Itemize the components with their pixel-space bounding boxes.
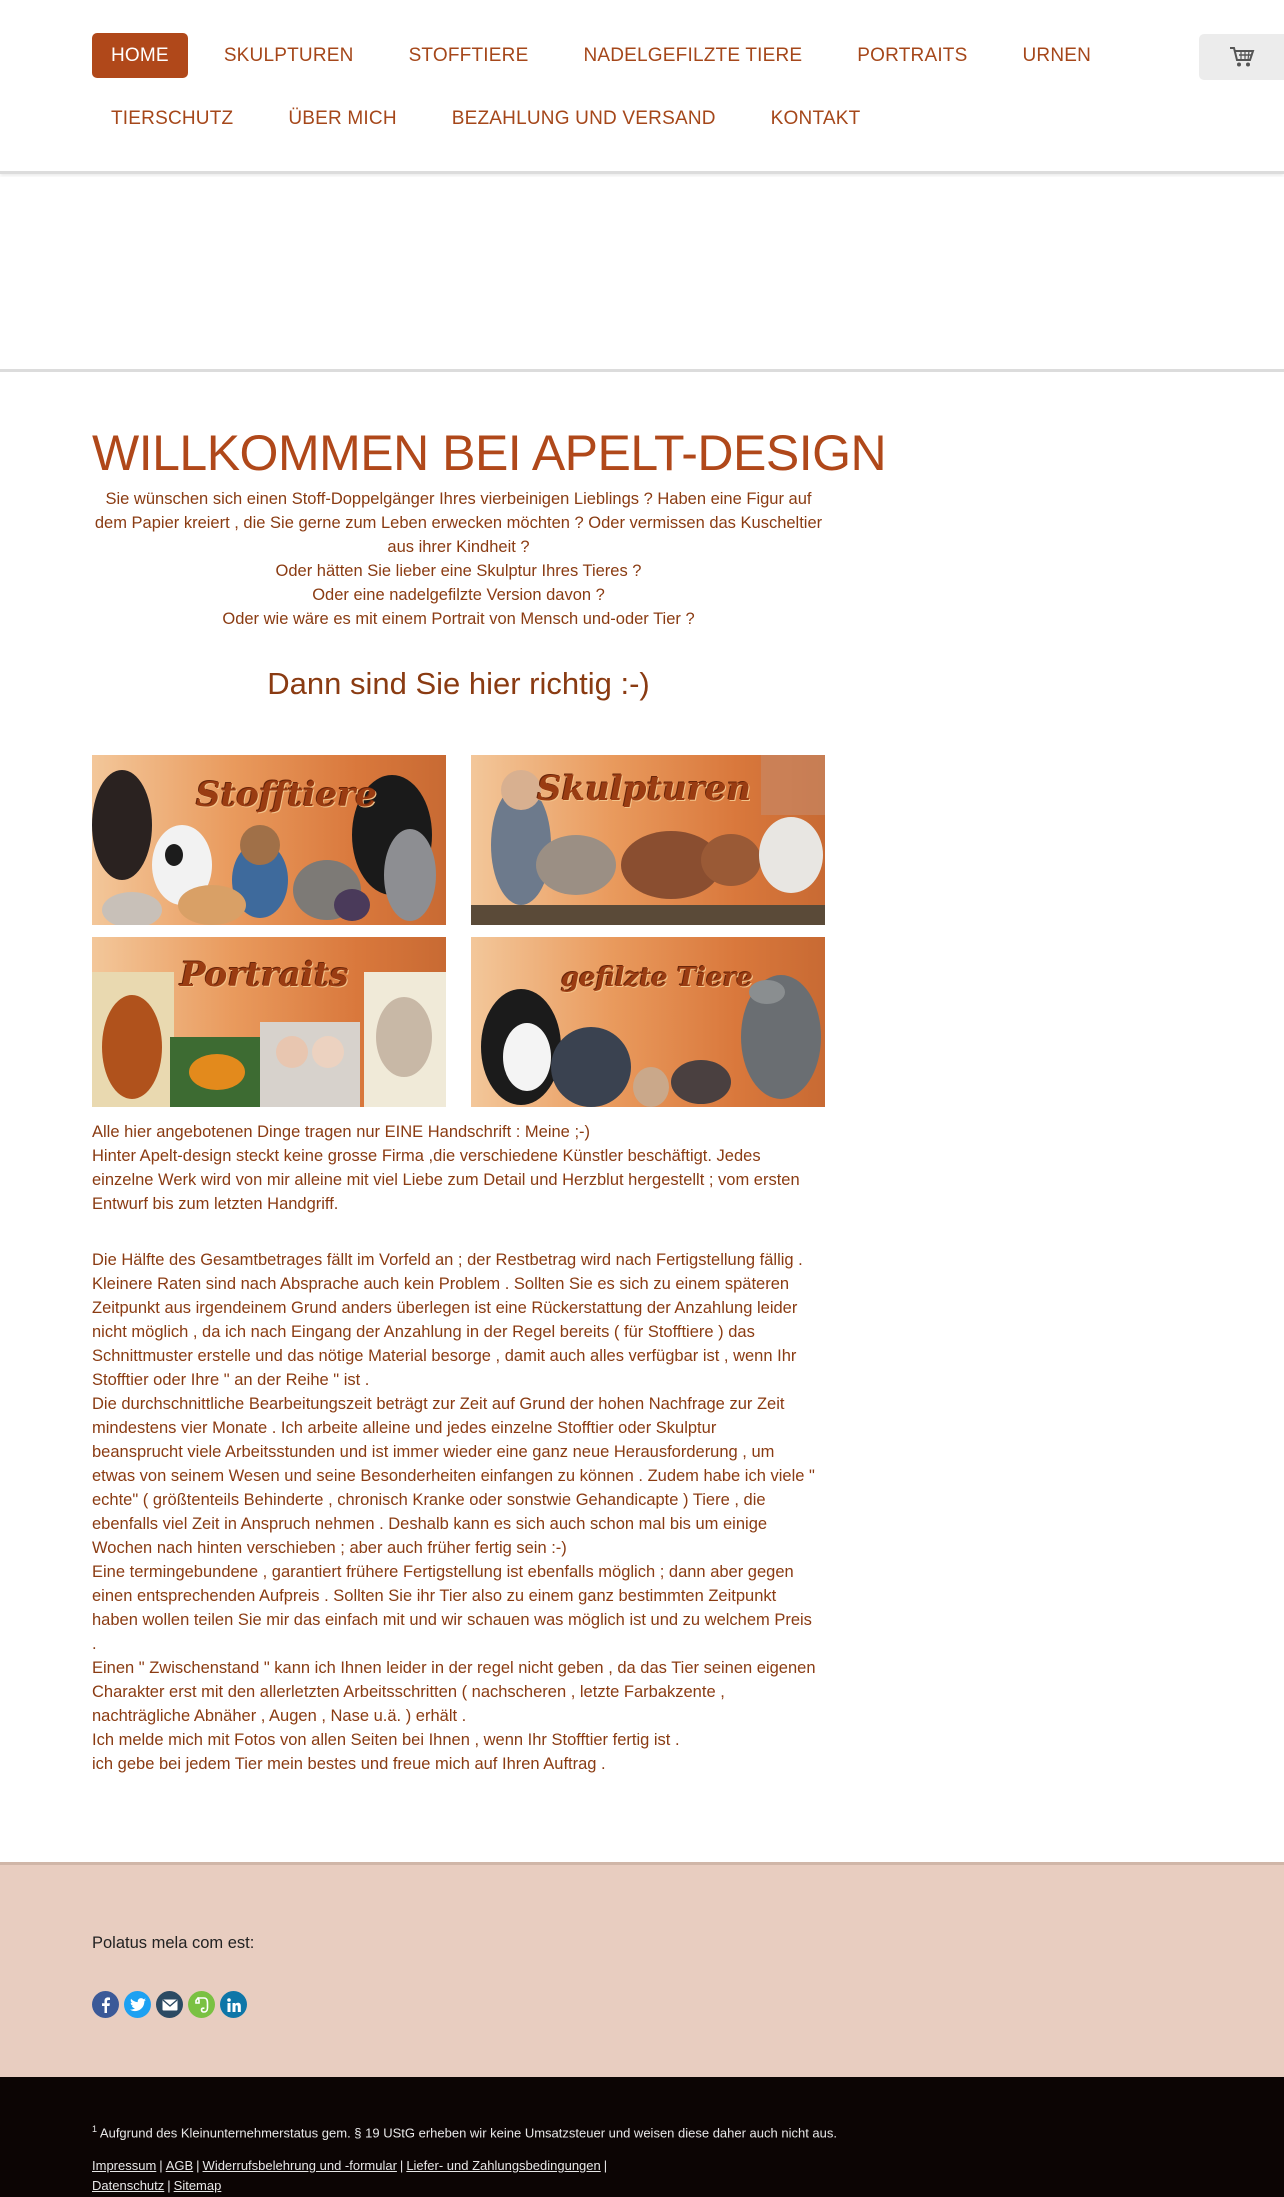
page-title: WILLKOMMEN BEI APELT-DESIGN bbox=[92, 425, 887, 481]
share-icons bbox=[92, 1991, 247, 2018]
nav-item-kontakt[interactable]: KONTAKT bbox=[770, 108, 861, 129]
text-line: Schnittmuster erstelle und das nötige Material besorge , damit auch alles verfügbar ist , wenn Ihr bbox=[92, 1347, 797, 1365]
header-banner bbox=[0, 177, 1284, 372]
footer-links: Impressum | AGB | Widerrufsbelehrung und -formular | Liefer- und Zahlungsbedingungen | Datenschutz | Sitemap bbox=[92, 2158, 608, 2193]
cart-button[interactable] bbox=[1199, 34, 1284, 80]
evernote-icon[interactable] bbox=[188, 1991, 215, 2018]
text-line: Alle hier angebotenen Dinge tragen nur EINE Handschrift : Meine ;-) bbox=[92, 1123, 591, 1141]
text-line: nicht möglich , da ich nach Eingang der Anzahlung in der Regel bereits ( für Stofftiere ) das bbox=[92, 1323, 755, 1341]
text-line: Einen " Zwischenstand " kann ich Ihnen leider in der regel nicht geben , da das Tier seinen eigenen bbox=[92, 1659, 816, 1677]
nav-item-bezahlung-und-versand[interactable]: BEZAHLUNG UND VERSAND bbox=[451, 108, 716, 129]
footnote-marker: 1 bbox=[92, 2124, 98, 2134]
tile-label: gefilzte Tiere bbox=[561, 963, 753, 993]
nav-item-nadelgefilzte-tiere[interactable]: NADELGEFILZTE TIERE bbox=[583, 45, 803, 66]
text-line: Die durchschnittliche Bearbeitungszeit beträgt zur Zeit auf Grund der hohen Nachfrage zur Zeit bbox=[92, 1395, 785, 1413]
text-line: . bbox=[92, 1635, 97, 1653]
intro-line: dem Papier kreiert , die Sie gerne zum Leben erwecken möchten ? Oder vermissen das Kuscheltier bbox=[94, 514, 823, 532]
intro-text bbox=[92, 487, 825, 631]
text-line: Charakter erst mit den allerletzten Arbeitsschritten ( nachscheren , letzte Farbakzente , bbox=[92, 1683, 725, 1701]
nav-item-tierschutz[interactable]: TIERSCHUTZ bbox=[111, 108, 234, 129]
tax-note bbox=[92, 2124, 837, 2140]
tax-note-text: Aufgrund des Kleinunternehmerstatus gem. § 19 UStG erheben wir keine Umsatzsteuer und weisen diese daher auch nicht aus. bbox=[99, 2125, 838, 2141]
intro-paragraph bbox=[92, 1120, 825, 1216]
intro-line: aus ihrer Kindheit ? bbox=[387, 538, 530, 556]
text-line: Kleinere Raten sind nach Absprache auch kein Problem . Sollten Sie es sich zu einem späteren bbox=[92, 1275, 790, 1293]
tile-label: Portraits bbox=[180, 955, 349, 995]
text-line: Stofftier oder Ihre " an der Reihe " ist . bbox=[92, 1371, 370, 1389]
share-label: Polatus mela com est: bbox=[92, 1934, 255, 1952]
intro-line: Sie wünschen sich einen Stoff-Doppelgänger Ihres vierbeinigen Lieblings ? Haben eine Figur auf bbox=[105, 490, 812, 508]
text-line: nachträgliche Abnäher , Augen , Nase u.ä. ) erhält . bbox=[92, 1707, 467, 1725]
text-line: Zeitpunkt aus irgendeinem Grund anders überlegen ist eine Rückerstattung der Anzahlung leider bbox=[92, 1299, 798, 1317]
nav-item-stofftiere[interactable]: STOFFTIERE bbox=[408, 45, 529, 66]
text-line: einen entsprechenden Aufpreis . Sollten Sie ihr Tier also zu einem ganz bestimmten Zeitpunkt bbox=[92, 1587, 777, 1605]
main-navigation bbox=[92, 33, 1092, 159]
text-line: etwas von seinem Wesen und seine Besonderheiten einfangen zu können . Zudem habe ich viele " bbox=[92, 1467, 815, 1485]
nav-item-ueber-mich[interactable]: ÜBER MICH bbox=[288, 108, 397, 129]
intro-line: Oder hätten Sie lieber eine Skulptur Ihres Tieres ? bbox=[275, 562, 642, 580]
nav-item-urnen[interactable]: URNEN bbox=[1022, 45, 1092, 66]
text-line: Ich melde mich mit Fotos von allen Seiten bei Ihnen , wenn Ihr Stofftier fertig ist . bbox=[92, 1731, 680, 1749]
linkedin-icon[interactable] bbox=[220, 1991, 247, 2018]
category-tiles bbox=[92, 755, 825, 1110]
footer-link-impressum[interactable]: Impressum bbox=[92, 2158, 157, 2173]
text-line: Eine termingebundene , garantiert frühere Fertigstellung ist ebenfalls möglich ; dann aber gegen bbox=[92, 1563, 794, 1581]
subheading: Dann sind Sie hier richtig :-) bbox=[267, 666, 650, 701]
text-line: ebenfalls viel Zeit in Anspruch nehmen . Deshalb kann es sich auch schon mal bis um einige bbox=[92, 1515, 768, 1533]
site-footer bbox=[0, 2077, 1284, 2197]
intro-line: Oder eine nadelgefilzte Version davon ? bbox=[312, 586, 605, 604]
text-line: Hinter Apelt-design steckt keine grosse Firma ,die verschiedene Künstler beschäftigt. Jedes bbox=[92, 1147, 761, 1165]
text-line: beansprucht viele Arbeitsstunden und ist immer wieder eine ganz neue Herausforderung , um bbox=[92, 1443, 775, 1461]
text-line: Wochen nach hinten verschieben ; aber auch früher fertig sein :-) bbox=[92, 1539, 567, 1557]
terms-paragraph bbox=[92, 1248, 825, 1776]
nav-item-portraits[interactable]: PORTRAITS bbox=[857, 45, 968, 66]
nav-row-1 bbox=[92, 33, 1092, 78]
footer-link-liefer-zahlungsbedingungen[interactable]: Liefer- und Zahlungsbedingungen bbox=[406, 2158, 601, 2173]
share-section bbox=[0, 1862, 1284, 2077]
tile-gefilzte-tiere[interactable] bbox=[471, 937, 825, 1107]
text-line: Entwurf bis zum letzten Handgriff. bbox=[92, 1195, 339, 1213]
footer-link-agb[interactable]: AGB bbox=[165, 2158, 194, 2173]
intro-line: Oder wie wäre es mit einem Portrait von Mensch und-oder Tier ? bbox=[222, 610, 695, 628]
nav-item-skulpturen[interactable]: SKULPTUREN bbox=[223, 45, 354, 66]
text-line: mindestens vier Monate . Ich arbeite alleine und jedes einzelne Stofftier oder Skulptur bbox=[92, 1419, 717, 1437]
facebook-icon[interactable] bbox=[92, 1991, 119, 2018]
twitter-icon[interactable] bbox=[124, 1991, 151, 2018]
nav-item-home[interactable]: HOME bbox=[92, 33, 188, 78]
tile-stofftiere[interactable] bbox=[92, 755, 446, 925]
text-line: Die Hälfte des Gesamtbetrages fällt im Vorfeld an ; der Restbetrag wird nach Fertigstellung fällig . bbox=[92, 1251, 803, 1269]
footer-link-sitemap[interactable]: Sitemap bbox=[173, 2178, 222, 2193]
footer-link-datenschutz[interactable]: Datenschutz bbox=[92, 2178, 165, 2193]
text-line: haben wollen teilen Sie mir das einfach mit und wir schauen was möglich ist und zu welchem Preis bbox=[92, 1611, 812, 1629]
tile-label: Skulpturen bbox=[537, 769, 752, 809]
shopping-cart-icon bbox=[1229, 46, 1255, 68]
site-header bbox=[0, 0, 1284, 174]
nav-row-2 bbox=[92, 96, 1092, 141]
text-line: einzelne Werk wird von mir alleine mit viel Liebe zum Detail und Herzblut hergestellt ; vom ersten bbox=[92, 1171, 800, 1189]
email-icon[interactable] bbox=[156, 1991, 183, 2018]
tile-portraits[interactable] bbox=[92, 937, 446, 1107]
tile-label: Stofftiere bbox=[196, 775, 377, 815]
tile-skulpturen[interactable] bbox=[471, 755, 825, 925]
footer-link-widerrufsbelehrung[interactable]: Widerrufsbelehrung und -formular bbox=[202, 2158, 397, 2173]
text-line: echte" ( größtenteils Behinderte , chronisch Kranke oder sonstwie Gehandicapte ) Tiere , die bbox=[92, 1491, 766, 1509]
text-line: ich gebe bei jedem Tier mein bestes und freue mich auf Ihren Auftrag . bbox=[92, 1755, 606, 1773]
